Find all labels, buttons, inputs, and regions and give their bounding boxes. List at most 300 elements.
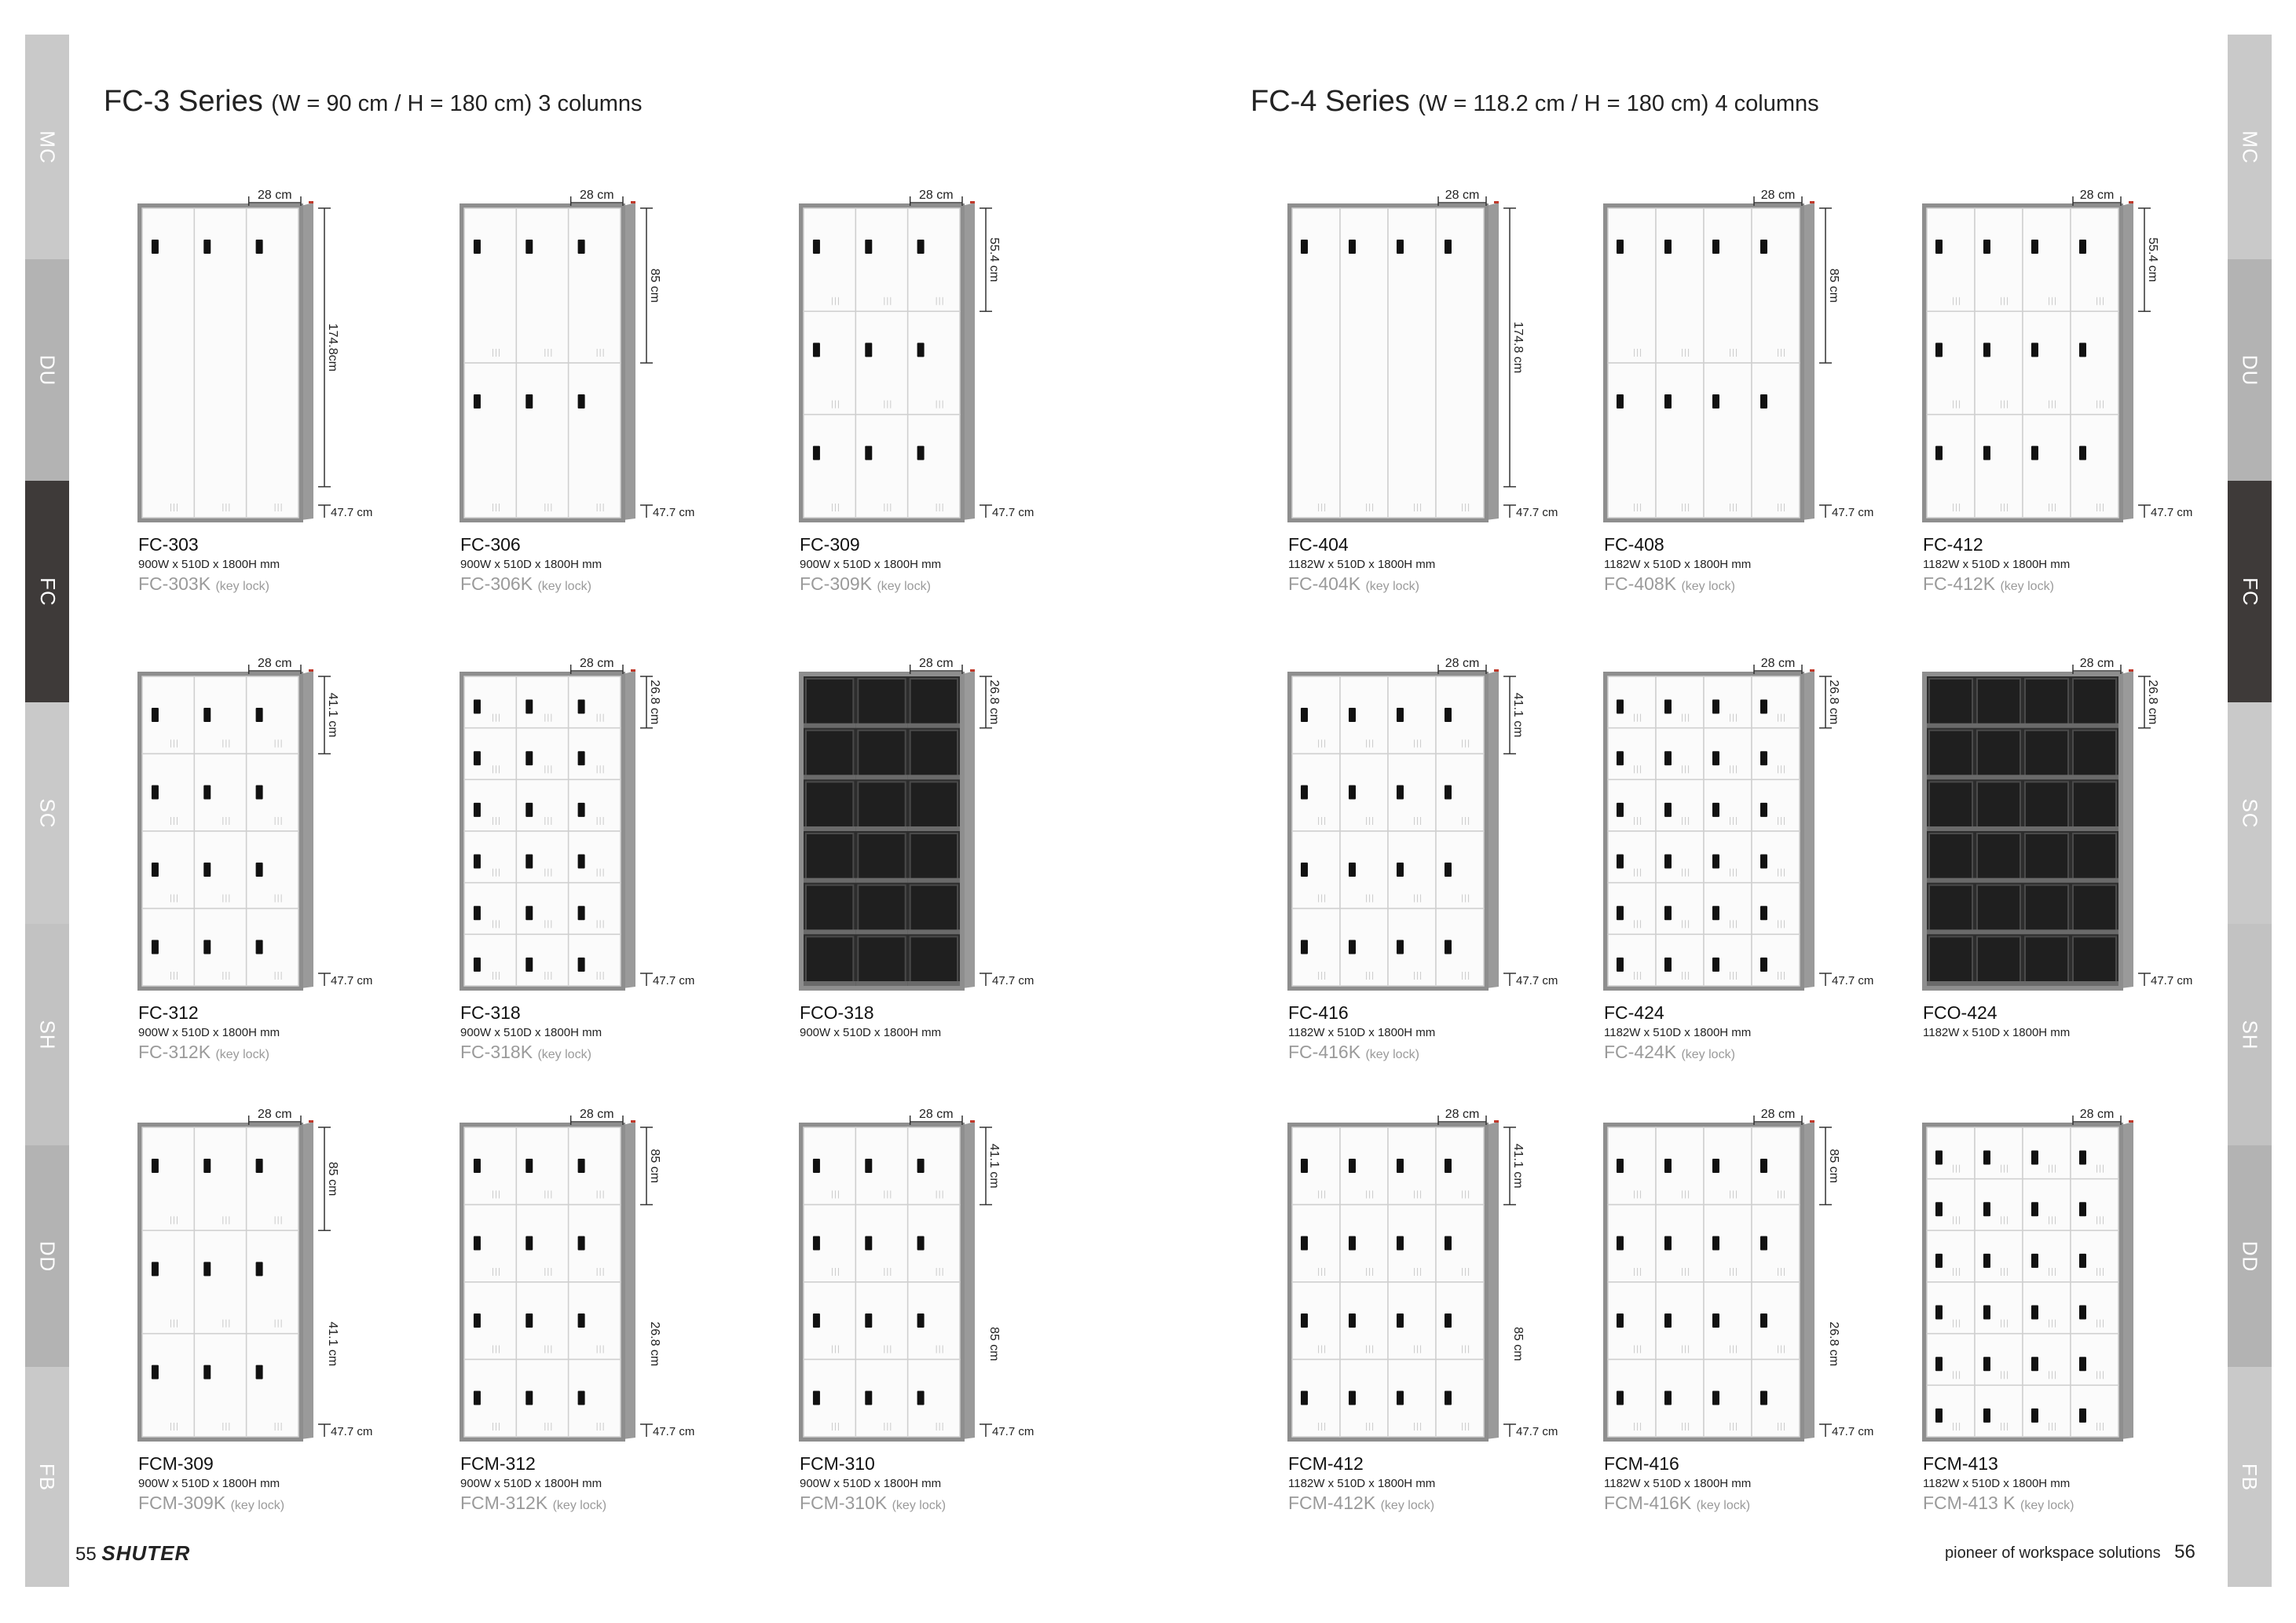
locker-door [1340,676,1388,754]
key-lock-model [1604,1493,1750,1514]
door-lock-icon [1301,708,1308,722]
width-label: 28 cm [1760,657,1796,670]
locker-door [908,1360,960,1438]
open-compartment [1977,731,2020,778]
locker-door [855,1205,907,1283]
door-lock-icon [525,803,533,817]
locker-door [855,311,907,414]
door-lock-icon [1301,1236,1308,1251]
door-lock-icon [525,1313,533,1328]
door-lock-icon [2031,1151,2038,1165]
open-compartment [2025,731,2068,778]
open-compartment [2025,936,2068,984]
locker-door [908,1127,960,1205]
locker-door [1388,754,1436,832]
locker-door [1656,831,1704,883]
model-name: FC-408 [1604,534,1664,555]
door-lock-icon [917,1391,925,1405]
door-lock-icon [1712,1313,1719,1328]
model-name: FCO-424 [1923,1002,1998,1023]
locker-door [2023,311,2071,414]
height-label: 41.1 cm [326,692,339,738]
open-compartment [2025,885,2068,932]
locker-door [194,909,246,987]
open-compartment [2073,782,2116,829]
key-lock-model [1288,1042,1419,1063]
model-name: FC-312 [138,1002,199,1023]
shelf [2023,775,2071,779]
product-fc-306 [460,189,774,636]
locker-door [1292,208,1340,518]
cabinet-top-marker [2129,669,2133,672]
locker-door [1608,1282,1656,1360]
locker-door [1975,415,2023,518]
locker-door [1975,1334,2023,1386]
model-dimensions: 1182W x 510D x 1800H mm [1604,1477,1752,1490]
cabinet-drawing [1923,1108,2237,1461]
left-series-spec: (W = 90 cm / H = 180 cm) 3 columns [271,91,643,116]
locker-door [2071,415,2118,518]
shelf [2071,775,2118,779]
door-lock-icon [813,1236,820,1251]
open-compartment [1929,936,1972,984]
product-fc-424 [1604,657,1918,1105]
door-lock-icon [1397,1313,1404,1328]
locker-door [1608,779,1656,831]
locker-door [1436,208,1484,518]
locker-door [1340,831,1388,909]
door-lock-icon [578,700,585,714]
door-lock-icon [1760,700,1767,714]
locker-door [1927,1282,1975,1334]
width-label: 28 cm [580,1108,614,1121]
locker-door [247,754,298,832]
shelf [804,981,855,986]
locker-door [1608,934,1656,986]
side-tab-mc-right[interactable]: MC [2228,35,2272,259]
locker-door [1975,1230,2023,1282]
base-label: 47.7 cm [1516,1425,1558,1438]
locker-door [1704,728,1752,780]
locker-door [1388,676,1436,754]
height-label: 26.8 cm [1827,680,1840,725]
locker-door [464,831,516,883]
open-compartment [858,731,905,778]
shelf [2071,724,2118,728]
open-compartment [910,731,958,778]
door-lock-icon [1760,958,1767,972]
locker-door [1388,1282,1436,1360]
height-label-secondary: 85 cm [987,1327,1001,1361]
locker-door [516,1360,568,1438]
key-model-name: FCM-412K [1288,1493,1376,1513]
door-lock-icon [1712,394,1719,408]
door-lock-icon [1617,803,1624,817]
open-compartment [806,936,853,984]
locker-door [1927,208,1975,311]
locker-door [1927,1385,1975,1437]
locker-door [1704,1205,1752,1283]
door-lock-icon [1397,940,1404,954]
door-lock-icon [917,1313,925,1328]
width-label: 28 cm [258,189,292,202]
locker-door [1436,1360,1484,1438]
open-compartment [2073,679,2116,726]
shelf [1927,775,1975,779]
model-dimensions: 1182W x 510D x 1800H mm [1923,558,2071,571]
cabinet-drawing [460,657,774,1010]
base-label: 47.7 cm [653,1425,695,1438]
locker-door [1752,883,1800,935]
door-lock-icon [1664,1391,1672,1405]
door-lock-icon [1760,394,1767,408]
model-dimensions: 900W x 510D x 1800H mm [138,1026,280,1039]
side-tab-sc[interactable]: SC [25,702,69,924]
locker-door [2023,415,2071,518]
locker-door [1704,779,1752,831]
model-dimensions: 900W x 510D x 1800H mm [460,558,602,571]
product-fco-318 [800,657,1114,1105]
locker-door [1927,311,1975,414]
door-lock-icon [1760,855,1767,869]
locker-door [1292,1360,1340,1438]
locker-door [1975,208,2023,311]
model-name: FCM-310 [800,1453,875,1474]
door-lock-icon [1935,1357,1943,1371]
locker-door [1388,1205,1436,1283]
key-model-name: FCM-416K [1604,1493,1692,1513]
locker-door [247,1334,298,1437]
door-lock-icon [1983,1306,1990,1320]
open-compartment [1977,833,2020,881]
cabinet-drawing [800,189,1114,542]
tagline: pioneer of workspace solutions [1945,1544,2161,1562]
locker-door [194,1230,246,1333]
product-fc-312 [138,657,452,1105]
locker-door [1340,754,1388,832]
door-lock-icon [203,708,211,722]
height-label: 41.1 cm [1511,1143,1525,1189]
locker-door [142,1230,194,1333]
key-lock-model [138,1042,269,1063]
height-label-secondary: 85 cm [1511,1327,1525,1361]
locker-door [1656,676,1704,728]
door-lock-icon [1617,855,1624,869]
door-lock-icon [1349,1159,1356,1173]
model-name: FC-309 [800,534,860,555]
locker-door [1608,676,1656,728]
locker-door [1608,883,1656,935]
locker-door [1927,1179,1975,1231]
locker-door [908,1282,960,1360]
locker-door [2023,1179,2071,1231]
door-lock-icon [1664,240,1672,254]
locker-door [1656,1360,1704,1438]
cabinet-top-marker [1810,1120,1814,1123]
base-label: 47.7 cm [2151,506,2193,519]
side-tab-fb[interactable]: FB [25,1367,69,1587]
product-fcm-309 [138,1108,452,1555]
model-name: FCM-416 [1604,1453,1679,1474]
height-label: 85 cm [648,1149,661,1184]
door-lock-icon [2031,1202,2038,1216]
width-label: 28 cm [919,189,954,202]
open-compartment [2025,679,2068,726]
locker-door [516,676,568,728]
open-compartment [1977,885,2020,932]
locker-door [569,831,621,883]
locker-door [2071,1127,2118,1179]
door-lock-icon [1617,1313,1624,1328]
locker-door [516,831,568,883]
door-lock-icon [1397,786,1404,800]
door-lock-icon [2079,1202,2086,1216]
shelf [804,878,855,883]
locker-door [1975,1282,2023,1334]
product-fc-303 [138,189,452,636]
locker-door [1975,1127,2023,1179]
door-lock-icon [578,1313,585,1328]
door-lock-icon [1445,786,1452,800]
door-lock-icon [865,240,872,254]
model-name: FCM-412 [1288,1453,1364,1474]
shelf [855,878,907,883]
door-lock-icon [578,1159,585,1173]
cabinet-drawing [800,657,1114,1010]
locker-door [569,883,621,935]
door-lock-icon [1617,958,1624,972]
side-tab-mc[interactable]: MC [25,35,69,259]
door-lock-icon [1983,240,1990,254]
door-lock-icon [2031,1254,2038,1268]
open-compartment [858,782,905,829]
open-compartment [1929,731,1972,778]
locker-door [464,1282,516,1360]
door-lock-icon [1760,1159,1767,1173]
locker-door [247,831,298,909]
cabinet-top-marker [309,669,313,672]
shelf [2071,981,2118,986]
cabinet-top-marker [2129,201,2133,203]
height-label: 85 cm [1827,268,1840,303]
width-label: 28 cm [2079,1108,2115,1121]
key-lock-model [800,1493,946,1514]
width-label: 28 cm [2079,657,2115,670]
door-lock-icon [1712,1159,1719,1173]
door-lock-icon [1983,1202,1990,1216]
locker-door [1608,831,1656,883]
door-lock-icon [1935,1254,1943,1268]
door-lock-icon [1983,343,1990,357]
door-lock-icon [1664,1313,1672,1328]
door-lock-icon [917,343,925,357]
locker-door [1752,1127,1800,1205]
height-label: 26.8 cm [2146,680,2159,725]
locker-door [1292,1282,1340,1360]
shelf [908,878,960,883]
height-label: 85 cm [1827,1149,1840,1184]
shelf [1927,878,1975,883]
height-label: 55.4 cm [2146,237,2159,283]
key-lock-model [800,573,931,595]
locker-door [1292,831,1340,909]
locker-door [516,1282,568,1360]
open-compartment [858,833,905,881]
door-lock-icon [2031,240,2038,254]
door-lock-icon [203,786,211,800]
side-tab-dd[interactable]: DD [25,1145,69,1367]
locker-door [1752,831,1800,883]
door-lock-icon [1664,803,1672,817]
locker-door [1340,1205,1388,1283]
door-lock-icon [256,786,263,800]
locker-door [1752,363,1800,518]
shelf [1975,929,2023,934]
door-lock-icon [1445,1159,1452,1173]
locker-door [2071,1179,2118,1231]
locker-door [2023,1127,2071,1179]
locker-door [1436,676,1484,754]
door-lock-icon [1617,700,1624,714]
key-model-name: FC-306K [460,573,533,594]
side-tab-fb-right[interactable]: FB [2228,1367,2272,1587]
base-label: 47.7 cm [992,506,1034,519]
door-lock-icon [1445,708,1452,722]
door-lock-icon [1983,1254,1990,1268]
locker-door [1608,1127,1656,1205]
door-lock-icon [203,940,211,954]
side-tab-sh[interactable]: SH [25,924,69,1145]
door-lock-icon [1712,1236,1719,1251]
width-label: 28 cm [2079,189,2115,202]
door-lock-icon [2031,446,2038,460]
footer-right [1945,1541,2195,1563]
cabinet-top-marker [309,201,313,203]
cabinet-top-marker [1494,201,1499,203]
door-lock-icon [813,1391,820,1405]
model-name: FC-306 [460,534,521,555]
door-lock-icon [1445,940,1452,954]
key-lock-note: (key lock) [892,1499,947,1512]
open-compartment [1929,833,1972,881]
locker-door [194,1334,246,1437]
door-lock-icon [578,394,585,408]
locker-door [464,934,516,986]
door-lock-icon [525,240,533,254]
locker-door [247,909,298,987]
side-tab-fc[interactable]: FC [25,481,69,702]
locker-door [516,1205,568,1283]
locker-door [247,1127,298,1230]
locker-door [142,1127,194,1230]
door-lock-icon [865,343,872,357]
side-tab-fc-right[interactable]: FC [2228,481,2272,702]
door-lock-icon [256,708,263,722]
locker-door [464,676,516,728]
open-compartment [910,885,958,932]
open-compartment [806,679,853,726]
locker-door [804,311,855,414]
shelf [2023,878,2071,883]
door-lock-icon [152,1262,159,1276]
key-lock-model [1288,1493,1434,1514]
locker-door [1436,831,1484,909]
door-lock-icon [813,343,820,357]
product-fc-412 [1923,189,2237,636]
shelf [2023,981,2071,986]
door-lock-icon [152,240,159,254]
door-lock-icon [578,906,585,920]
door-lock-icon [474,394,481,408]
door-lock-icon [1617,906,1624,920]
locker-door [194,754,246,832]
door-lock-icon [1664,958,1672,972]
shelf [1975,724,2023,728]
page-number-right: 56 [2174,1541,2195,1563]
key-lock-note: (key lock) [552,1499,607,1512]
door-lock-icon [2031,1409,2038,1423]
side-tab-du-right[interactable]: DU [2228,259,2272,481]
model-name: FCM-312 [460,1453,536,1474]
door-lock-icon [1301,1159,1308,1173]
locker-door [855,415,907,518]
locker-door [247,676,298,754]
locker-door [1292,1205,1340,1283]
open-compartment [1977,679,2020,726]
key-lock-note: (key lock) [537,1048,591,1061]
height-label-secondary: 26.8 cm [648,1321,661,1367]
locker-door [1388,831,1436,909]
door-lock-icon [1664,700,1672,714]
door-lock-icon [203,1365,211,1379]
side-tab-du[interactable]: DU [25,259,69,481]
locker-door [855,1282,907,1360]
model-dimensions: 900W x 510D x 1800H mm [138,1477,280,1490]
door-lock-icon [813,240,820,254]
door-lock-icon [1712,906,1719,920]
door-lock-icon [152,940,159,954]
key-model-name: FCM-309K [138,1493,226,1513]
model-dimensions: 1182W x 510D x 1800H mm [1923,1026,2071,1039]
locker-door [1656,883,1704,935]
locker-door [516,934,568,986]
brand-logo: SHUTER [101,1541,191,1565]
locker-door [1656,208,1704,363]
door-lock-icon [1445,863,1452,877]
door-lock-icon [813,446,820,460]
door-lock-icon [578,240,585,254]
shelf [804,724,855,728]
side-tab-sc-right[interactable]: SC [2228,702,2272,924]
open-compartment [858,679,905,726]
door-lock-icon [2079,1306,2086,1320]
key-lock-model [138,1493,284,1514]
door-lock-icon [525,751,533,765]
door-lock-icon [1617,240,1624,254]
shelf [2071,878,2118,883]
door-lock-icon [474,803,481,817]
locker-door [1340,208,1388,518]
door-lock-icon [203,1159,211,1173]
door-lock-icon [525,700,533,714]
side-tab-sh-right[interactable]: SH [2228,924,2272,1145]
key-model-name: FC-424K [1604,1042,1677,1062]
open-compartment [910,782,958,829]
side-tab-dd-right[interactable]: DD [2228,1145,2272,1367]
open-compartment [910,833,958,881]
height-label: 41.1 cm [987,1143,1001,1189]
door-lock-icon [1760,906,1767,920]
